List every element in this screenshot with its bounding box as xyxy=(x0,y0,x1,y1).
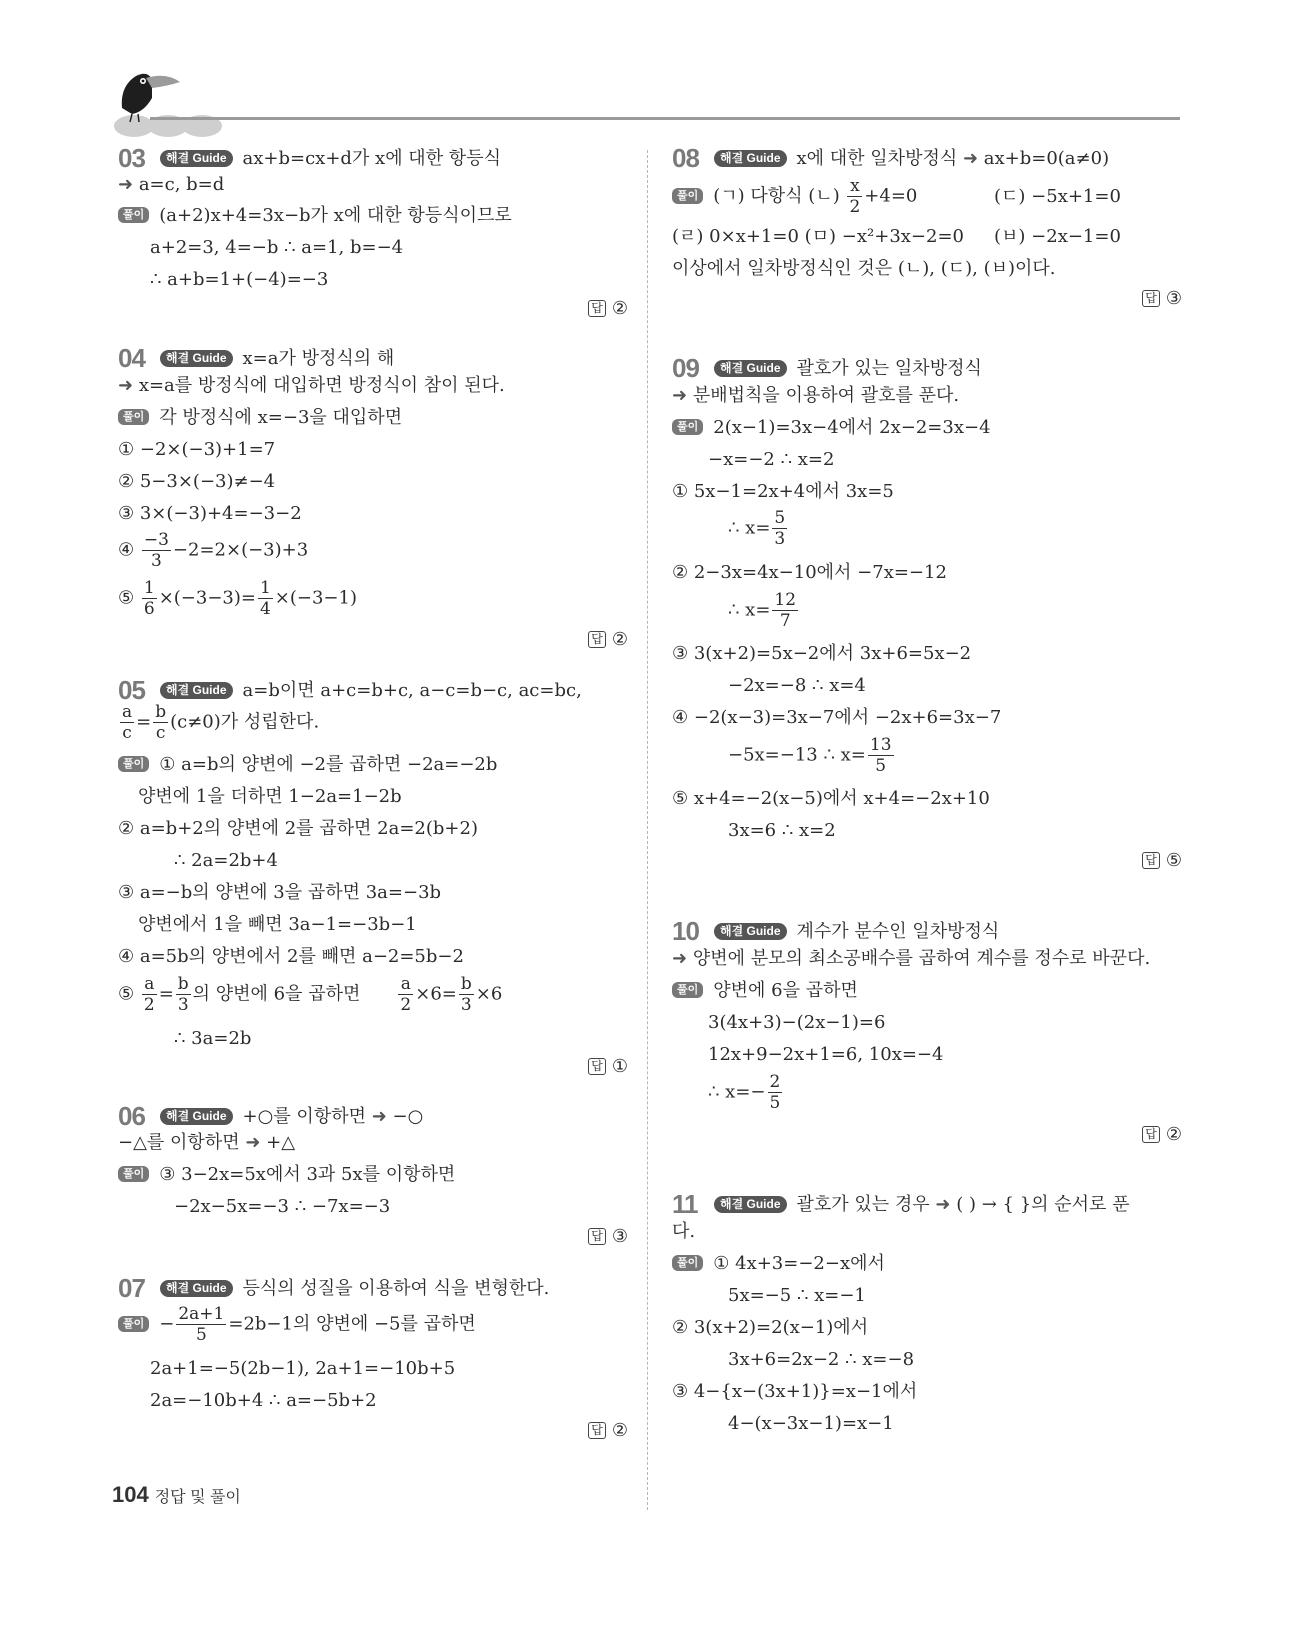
solution-line: 3(4x+3)−(2x−1)=6 xyxy=(708,1012,886,1033)
arrow-icon: ➜ xyxy=(118,174,139,195)
choice-3: ③ 3×(−3)+4=−3−2 xyxy=(118,503,302,524)
solution-line: ∴ 3a=2b xyxy=(174,1028,252,1049)
answer xyxy=(588,1056,628,1077)
solution-line: ∴ a+b=1+(−4)=−3 xyxy=(150,269,329,290)
fraction: $\frac{1}{6}$ xyxy=(143,578,155,619)
answer-badge: 답 xyxy=(1142,290,1160,307)
fraction: $\frac{a}{2}$ xyxy=(143,974,155,1015)
guide-result: a=c, b=d xyxy=(138,174,225,195)
guide-badge: 해결 Guide xyxy=(160,1108,233,1125)
solution-line: 2a+1=−5(2b−1), 2a+1=−10b+5 xyxy=(150,1358,456,1379)
solution-line: 3x+6=2x−2 ∴ x=−8 xyxy=(728,1349,915,1370)
solution-line: ③ a=−b의 양변에 3을 곱하면 3a=−3b xyxy=(118,882,442,903)
fraction: $\frac{2a+1}{5}$ xyxy=(178,1304,225,1345)
answer-badge: 답 xyxy=(1142,1126,1160,1143)
solution-line: 2a=−10b+4 ∴ a=−5b+2 xyxy=(150,1390,377,1411)
answer xyxy=(588,1420,628,1441)
guide-badge: 해결 Guide xyxy=(160,150,233,167)
answer xyxy=(588,1226,628,1247)
problem-number: 08 xyxy=(672,143,699,173)
solution-line: 3x=6 ∴ x=2 xyxy=(728,820,836,841)
solution-line: ⑤ $\frac{a}{2}$ = $\frac{b}{3}$ 의 양변에 6을 곱하면 $\frac{a}{2}$ ×6= $\frac{b}{3}$ ×6 xyxy=(118,974,503,1015)
header-rule xyxy=(150,117,1180,120)
problem-number: 07 xyxy=(118,1273,145,1303)
solution-line: 5x=−5 ∴ x=−1 xyxy=(728,1285,866,1306)
problem-number: 03 xyxy=(118,143,145,173)
fraction: $\frac{2}{5}$ xyxy=(769,1072,781,1113)
guide-text: −△를 이항하면 xyxy=(118,1132,240,1153)
arrow-icon: ➜ xyxy=(672,385,693,406)
solution-badge: 풀이 xyxy=(672,188,703,204)
solution-line: (ㅂ) −2x−1=0 xyxy=(994,226,1121,247)
solution-badge: 풀이 xyxy=(672,1255,703,1271)
answer xyxy=(1142,1124,1182,1145)
answer-badge: 답 xyxy=(588,1422,606,1439)
guide-result: x=a를 방정식에 대입하면 방정식이 참이 된다. xyxy=(138,375,505,396)
fraction: $\frac{a}{c}$ xyxy=(122,702,133,743)
solution-line: 양변에서 1을 빼면 3a−1=−3b−1 xyxy=(138,914,417,935)
guide-text: 등식의 성질을 이용하여 식을 변형한다. xyxy=(242,1278,550,1299)
fraction: $\frac{b}{c}$ xyxy=(155,702,167,743)
solution-line: (ㄹ) 0×x+1=0 (ㅁ) −x²+3x−2=0 xyxy=(672,226,964,247)
guide-badge: 해결 Guide xyxy=(160,1280,233,1297)
solution-line: ④ a=5b의 양변에서 2를 빼면 a−2=5b−2 xyxy=(118,946,464,967)
solution-line: 양변에 1을 더하면 1−2a=1−2b xyxy=(138,786,402,807)
answer-badge: 답 xyxy=(588,1228,606,1245)
answer-badge: 답 xyxy=(588,631,606,648)
answer-badge: 답 xyxy=(588,1058,606,1075)
answer-value: ⑤ xyxy=(1165,850,1182,870)
answer-value: ② xyxy=(1165,1124,1182,1144)
choice-3: ③ 4−{x−(3x+1)}=x−1에서 xyxy=(672,1381,918,1402)
solution-line: 양변에 6을 곱하면 xyxy=(713,980,858,1001)
guide-badge: 해결 Guide xyxy=(714,1196,787,1213)
solution-line: −x=−2 ∴ x=2 xyxy=(708,449,835,470)
choice-2: ② 5−3×(−3)≠−4 xyxy=(118,471,276,492)
answer-value: ② xyxy=(611,629,628,649)
fraction: $\frac{a}{2}$ xyxy=(400,974,412,1015)
answer-value: ③ xyxy=(611,1226,628,1246)
guide-text: +○를 이항하면 xyxy=(242,1106,366,1127)
footer-title: 정답 및 풀이 xyxy=(154,1489,241,1506)
solution-line: 각 방정식에 x=−3을 대입하면 xyxy=(159,407,403,428)
choice-5: ⑤ x+4=−2(x−5)에서 x+4=−2x+10 xyxy=(672,788,990,809)
solution-line: −2x=−8 ∴ x=4 xyxy=(728,675,866,696)
solution-line: ∴ 2a=2b+4 xyxy=(174,850,278,871)
guide-text: 괄호가 있는 경우 xyxy=(796,1194,930,1215)
solution-line: 12x+9−2x+1=6, 10x=−4 xyxy=(708,1044,944,1065)
solution-line: 2(x−1)=3x−4에서 2x−2=3x−4 xyxy=(713,417,991,438)
guide-text: x에 대한 일차방정식 xyxy=(796,148,958,169)
fraction: $\frac{b}{3}$ xyxy=(177,974,189,1015)
solution-line: −5x=−13 ∴ x= $\frac{13}{5}$ xyxy=(728,735,892,776)
solution-line: ① a=b의 양변에 −2를 곱하면 −2a=−2b xyxy=(159,754,498,775)
solution-line: 4−(x−3x−1)=x−1 xyxy=(728,1413,894,1434)
guide-badge: 해결 Guide xyxy=(714,360,787,377)
column-divider xyxy=(647,150,648,1510)
solution-line: ∴ x=− $\frac{2}{5}$ xyxy=(708,1072,781,1113)
guide-result: 양변에 분모의 최소공배수를 곱하여 계수를 정수로 바꾼다. xyxy=(692,948,1151,969)
answer xyxy=(588,629,628,650)
problem-number: 04 xyxy=(118,343,145,373)
guide-text: x=a가 방정식의 해 xyxy=(242,348,395,369)
solution-line: a+2=3, 4=−b ∴ a=1, b=−4 xyxy=(150,237,404,258)
answer-value: ② xyxy=(611,1420,628,1440)
solution-line: ∴ x= $\frac{5}{3}$ xyxy=(728,508,786,549)
solution-line: ② a=b+2의 양변에 2를 곱하면 2a=2(b+2) xyxy=(118,818,478,839)
answer xyxy=(1142,288,1182,309)
choice-4: ④ −2(x−3)=3x−7에서 −2x+6=3x−7 xyxy=(672,707,1002,728)
solution-line: −2x−5x=−3 ∴ −7x=−3 xyxy=(174,1196,391,1217)
solution-line: (ㄷ) −5x+1=0 xyxy=(994,186,1121,207)
arrow-icon: ➜ xyxy=(672,948,693,969)
guide-badge: 해결 Guide xyxy=(160,350,233,367)
problem-number: 05 xyxy=(118,675,145,705)
answer-badge: 답 xyxy=(1142,852,1160,869)
solution-line: ③ 3−2x=5x에서 3과 5x를 이항하면 xyxy=(159,1164,456,1185)
problem-number: 06 xyxy=(118,1101,145,1131)
fraction: $\frac{12}{7}$ xyxy=(774,590,797,631)
arrow-icon: ➜ xyxy=(929,1194,957,1215)
toucan-logo xyxy=(112,68,242,138)
page-number: 104 xyxy=(112,1482,149,1507)
guide-result: 분배법칙을 이용하여 괄호를 푼다. xyxy=(692,385,960,406)
answer-badge: 답 xyxy=(588,300,606,317)
arrow-icon: ➜ xyxy=(239,1132,267,1153)
choice-2: ② 3(x+2)=2(x−1)에서 xyxy=(672,1317,869,1338)
guide-badge: 해결 Guide xyxy=(714,150,787,167)
guide-text: 계수가 분수인 일차방정식 xyxy=(796,921,1000,942)
solution-badge: 풀이 xyxy=(672,982,703,998)
answer xyxy=(588,298,628,319)
solution-badge: 풀이 xyxy=(118,1316,149,1332)
guide-text: 괄호가 있는 일차방정식 xyxy=(796,358,982,379)
fraction: $\frac{13}{5}$ xyxy=(869,735,892,776)
solution-badge: 풀이 xyxy=(118,1166,149,1182)
answer xyxy=(1142,850,1182,871)
answer-value: ① xyxy=(611,1056,628,1076)
guide-text: ax+b=cx+d가 x에 대한 항등식 xyxy=(242,148,501,169)
solution-badge: 풀이 xyxy=(118,756,149,772)
choice-1: ① 5x−1=2x+4에서 3x=5 xyxy=(672,481,894,502)
guide-badge: 해결 Guide xyxy=(160,682,233,699)
fraction: $\frac{1}{4}$ xyxy=(259,578,271,619)
arrow-icon: ➜ xyxy=(118,375,139,396)
answer-value: ② xyxy=(611,298,628,318)
solution-line: ① 4x+3=−2−x에서 xyxy=(713,1253,885,1274)
arrow-icon: ➜ xyxy=(957,148,984,169)
fraction: $\frac{x}{2}$ xyxy=(849,176,861,217)
fraction: $\frac{-3}{3}$ xyxy=(143,530,169,571)
solution-badge: 풀이 xyxy=(118,409,149,425)
guide-text: 다. xyxy=(672,1221,696,1242)
choice-4: ④ $\frac{-3}{3}$ −2=2×(−3)+3 xyxy=(118,530,309,571)
solution-badge: 풀이 xyxy=(118,207,149,223)
solution-badge: 풀이 xyxy=(672,419,703,435)
problem-number: 11 xyxy=(672,1189,698,1219)
guide-badge: 해결 Guide xyxy=(714,923,787,940)
answer-value: ③ xyxy=(1165,288,1182,308)
choice-5: ⑤ $\frac{1}{6}$ ×(−3−3)= $\frac{1}{4}$ ×(−3−1) xyxy=(118,578,357,619)
solution-line: ∴ x= $\frac{12}{7}$ xyxy=(728,590,797,631)
solution-line: (a+2)x+4=3x−b가 x에 대한 항등식이므로 xyxy=(159,205,512,226)
fraction: $\frac{5}{3}$ xyxy=(774,508,786,549)
guide-text: a=b이면 a+c=b+c, a−c=b−c, ac=bc, xyxy=(242,680,582,701)
solution-line: 이상에서 일차방정식인 것은 (ㄴ), (ㄷ), (ㅂ)이다. xyxy=(672,258,1056,279)
arrow-icon: ➜ xyxy=(365,1106,393,1127)
problem-number: 09 xyxy=(672,353,699,383)
page-footer xyxy=(112,1482,241,1508)
choice-3: ③ 3(x+2)=5x−2에서 3x+6=5x−2 xyxy=(672,643,972,664)
fraction: $\frac{b}{3}$ xyxy=(460,974,472,1015)
choice-1: ① −2×(−3)+1=7 xyxy=(118,439,276,460)
problem-number: 10 xyxy=(672,916,699,946)
choice-2: ② 2−3x=4x−10에서 −7x=−12 xyxy=(672,562,947,583)
